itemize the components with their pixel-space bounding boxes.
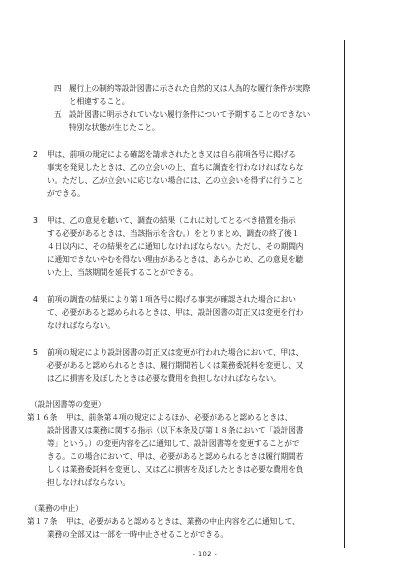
- item-4-line: と相違すること。: [69, 97, 130, 106]
- paragraph-2-line: い。ただし、乙が立会いに応じない場合には、乙の立会いを得ずに行うこと: [47, 176, 304, 185]
- item-4-number: 四: [54, 84, 62, 93]
- paragraph-3-number: 3: [33, 216, 38, 225]
- page-number: - 102 -: [192, 550, 218, 558]
- paragraph-2-line: 事実を発見したときは、乙の立会いの上、直ちに調査を行わなければならな: [47, 163, 304, 172]
- item-5-line: 設計図書に明示されていない履行条件について予期することのできない: [69, 110, 311, 119]
- article-16-line: きる。この場合において、甲は、必要があると認められるときは履行期間若: [47, 452, 304, 461]
- paragraph-5-number: 5: [33, 348, 38, 357]
- article-16-line: 等」という。）の変更内容を乙に通知して、設計図書等を変更することがで: [47, 439, 300, 448]
- article-17-line: 甲は、必要があると認めるときは、業務の中止内容を乙に通知して、: [66, 517, 300, 526]
- article-16-line: 設計図書又は業務に関する指示（以下本条及び第１８条において「設計図書: [47, 426, 304, 435]
- article-16-line: 担しなければならない。: [47, 478, 130, 487]
- item-5-number: 五: [54, 110, 62, 119]
- item-4-line: 履行上の制約等設計図書に示された自然的又は人為的な履行条件が実際: [69, 84, 311, 93]
- paragraph-5-line: は乙に損害を及ぼしたときは必要な費用を負担しなければならない。: [47, 374, 281, 383]
- paragraph-5-line: 前項の規定により設計図書の訂正又は変更が行われた場合において、甲は、: [47, 348, 304, 357]
- paragraph-2-line: 甲は、前項の規定による確認を請求されたとき又は自ら前項各号に掲げる: [47, 150, 296, 159]
- article-16-label: 第１６条: [27, 413, 58, 422]
- paragraph-2-line: ができる。: [47, 189, 85, 198]
- paragraph-4-line: て、必要があると認められるときは、甲は、設計図書の訂正又は変更を行わ: [47, 308, 304, 317]
- paragraph-2-number: 2: [33, 150, 38, 159]
- article-17-line: 業務の全部又は一部を一時中止させることができる。: [47, 530, 228, 539]
- article-16-line: 甲は、前条第４項の規定によるほか、必要があると認めるときは、: [66, 413, 293, 422]
- paragraph-4-line: なければならない。: [47, 321, 115, 330]
- paragraph-3-line: 甲は、乙の意見を聴いて、調査の結果（これに対してとるべき措置を指示: [47, 216, 296, 225]
- paragraph-4-line: 前項の調査の結果により第１項各号に掲げる事実が確認された場合におい: [47, 295, 296, 304]
- item-5-line: 特別な状態が生じたこと。: [69, 123, 160, 132]
- paragraph-5-line: 必要があると認められるときは、履行期間若しくは業務委託料を変更し、又: [47, 361, 304, 370]
- paragraph-3-line: ４日以内に、その結果を乙に通知しなければならない。ただし、その期間内: [47, 242, 304, 251]
- paragraph-3-line: いた上、当該期間を延長することができる。: [47, 268, 198, 277]
- paragraph-3-line: する必要があるときは、当該指示を含む。）をとりまとめ、調査の終了後１: [47, 229, 300, 238]
- article-17-caption: （業務の中止）: [30, 504, 83, 513]
- article-16-line: しくは業務委託料を変更し、又は乙に損害を及ぼしたときは必要な費用を負: [47, 465, 304, 474]
- paragraph-3-line: に通知できないやむを得ない理由があるときは、あらかじめ、乙の意見を聴: [47, 255, 303, 264]
- paragraph-4-number: 4: [33, 295, 38, 304]
- article-17-label: 第１７条: [27, 517, 58, 526]
- article-16-caption: （設計図書等の変更）: [30, 400, 106, 409]
